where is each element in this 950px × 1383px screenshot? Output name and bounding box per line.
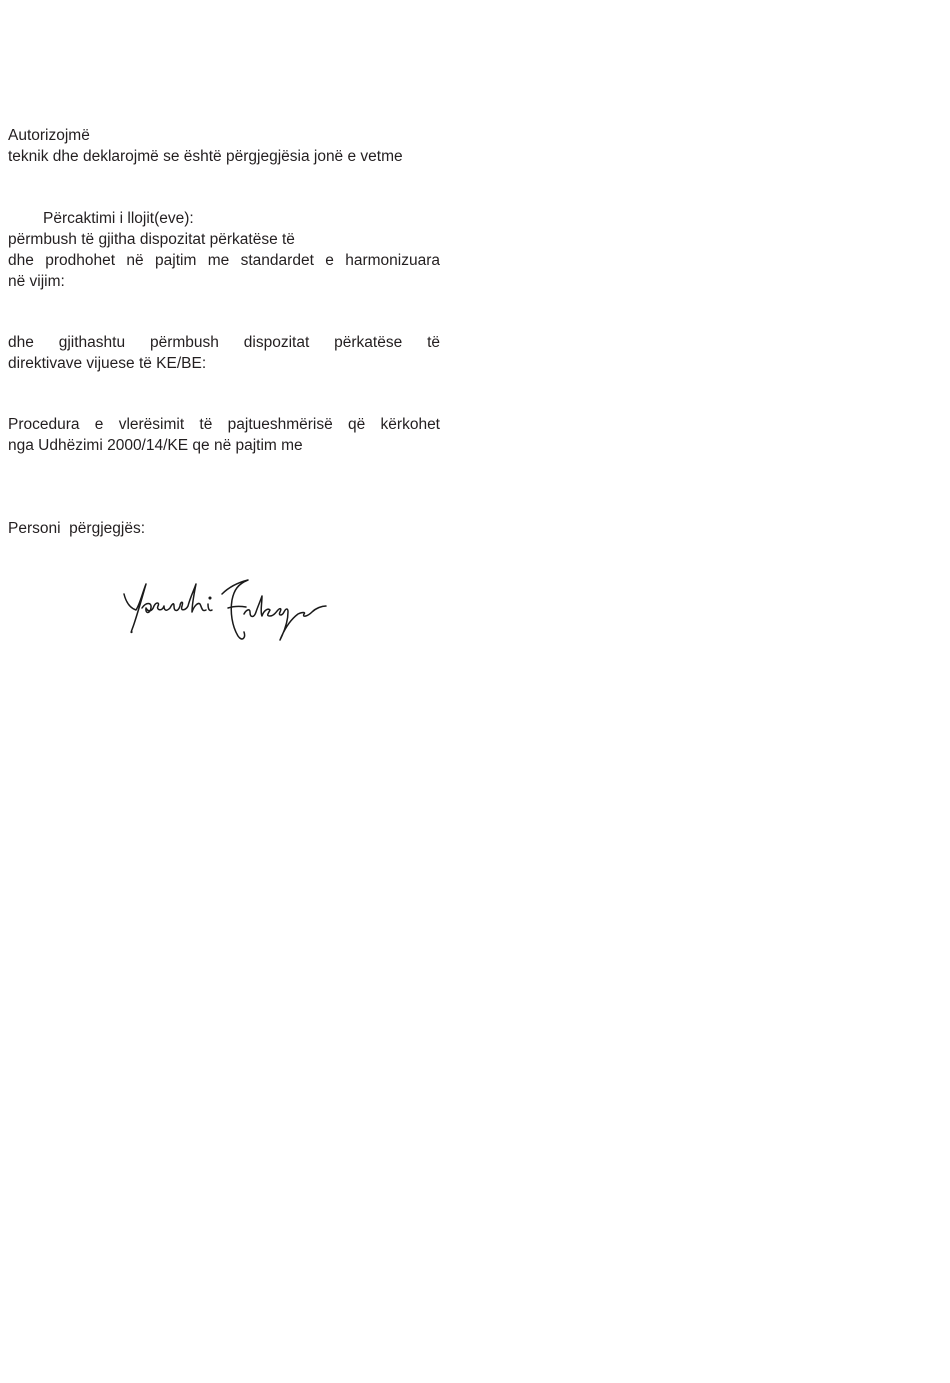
- procedure-paragraph: [8, 414, 440, 456]
- type-definition-line-3: në vijim:: [8, 273, 65, 290]
- directives-line-1: dhe gjithashtu përmbush dispozitat përkatëse të: [8, 334, 440, 351]
- procedure-line-2: nga Udhëzimi 2000/14/KE qe në pajtim me: [8, 437, 303, 454]
- directives-paragraph: [8, 332, 440, 374]
- type-definition-line-2: dhe prodhohet në pajtim me standardet e harmonizuara: [8, 252, 440, 269]
- authorize-line-2: teknik dhe deklarojmë se është përgjegjësia jonë e vetme: [8, 148, 403, 165]
- responsible-person-label: Personi përgjegjës:: [8, 520, 145, 537]
- type-definition-line-1: përmbush të gjitha dispozitat përkatëse të: [8, 231, 295, 248]
- type-definition-heading: Përcaktimi i llojit(eve):: [43, 210, 194, 227]
- directives-line-2: direktivave vijuese të KE/BE:: [8, 355, 207, 372]
- authorization-paragraph: [8, 125, 440, 167]
- procedure-line-1: Procedura e vlerësimit të pajtueshmërisë që kërkohet: [8, 416, 440, 433]
- responsible-person: [8, 518, 440, 539]
- authorize-line-1: Autorizojmë: [8, 127, 90, 144]
- handwritten-signature: [118, 572, 330, 648]
- type-definition-paragraph: [8, 208, 440, 292]
